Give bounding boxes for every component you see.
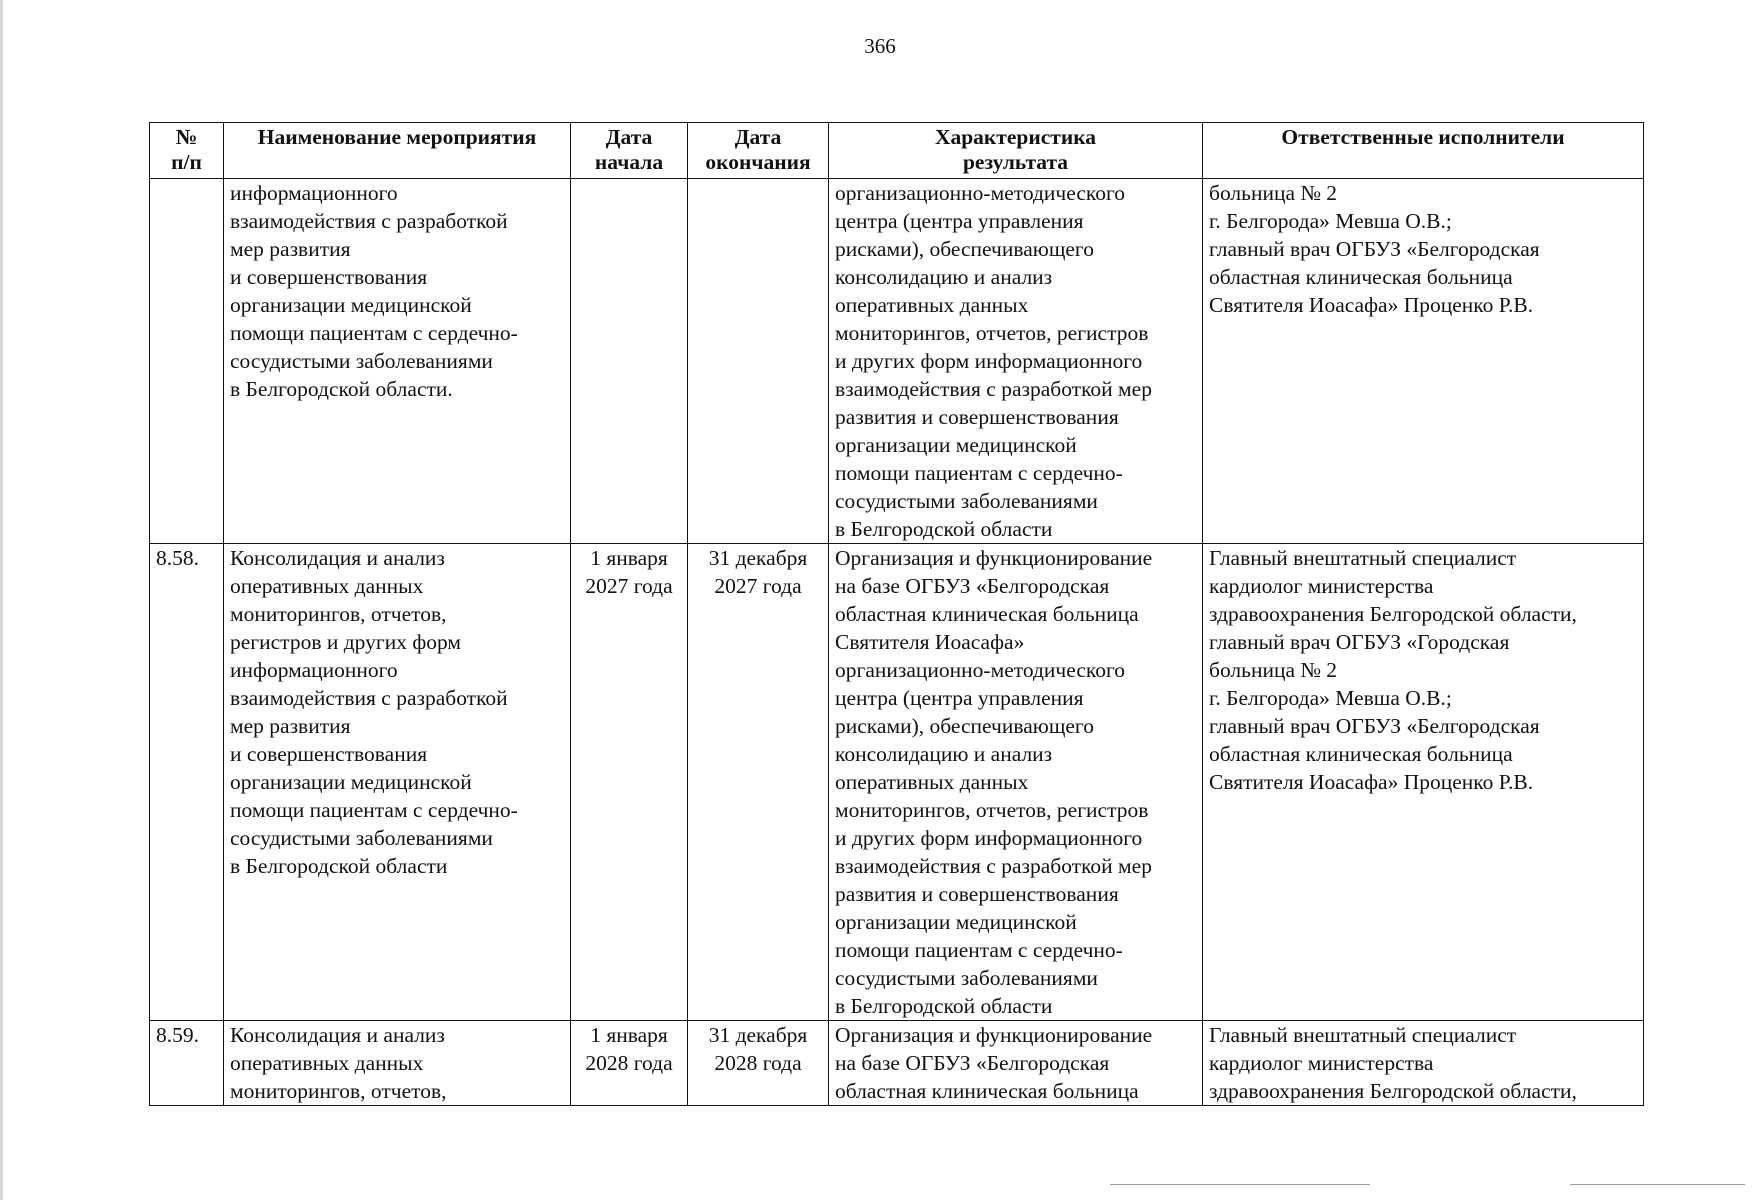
cell-line: помощи пациентам с сердечно- xyxy=(230,321,518,345)
cell-line: и других форм информационного xyxy=(835,826,1143,850)
cell-line: областная клиническая больница xyxy=(1209,265,1513,289)
cell-line: сосудистыми заболеваниями xyxy=(230,826,493,850)
page-number: 366 xyxy=(864,34,896,58)
cell-line: больница № 2 xyxy=(1209,658,1338,682)
cell-result xyxy=(829,544,1203,1021)
cell-result xyxy=(829,179,1203,544)
cell-line: 2028 года xyxy=(714,1051,802,1075)
cell-line: организации медицинской xyxy=(835,433,1077,457)
table-header-row xyxy=(150,123,1644,179)
cell-line: 2027 года xyxy=(585,574,673,598)
cell-line: развития и совершенствования xyxy=(835,405,1119,429)
cell-line: Консолидация и анализ xyxy=(230,546,445,570)
cell-line: г. Белгорода» Мевша О.В.; xyxy=(1209,686,1452,710)
cell-line: консолидацию и анализ xyxy=(835,265,1053,289)
cell-line: и совершенствования xyxy=(230,265,428,289)
cell-num: 8.59. xyxy=(150,1021,224,1106)
table-row xyxy=(150,179,1644,544)
cell-result xyxy=(829,1021,1203,1106)
cell-end-date xyxy=(688,544,829,1021)
cell-line: мер развития xyxy=(230,237,351,261)
cell-line: Организация и функционирование xyxy=(835,546,1153,570)
cell-line: информационного xyxy=(230,181,398,205)
cell-line: 2028 года xyxy=(585,1051,673,1075)
cell-line: оперативных данных xyxy=(230,574,424,598)
cell-line: Святителя Иоасафа» Проценко Р.В. xyxy=(1209,770,1534,794)
cell-line: Главный внештатный специалист xyxy=(1209,1023,1517,1047)
cell-line: в Белгородской области xyxy=(835,994,1053,1018)
cell-line: сосудистыми заболеваниями xyxy=(230,349,493,373)
header-start-date: Дата начала xyxy=(571,123,688,179)
cell-line: информационного xyxy=(230,658,398,682)
scan-artifact-line xyxy=(1110,1184,1370,1185)
cell-line: 1 января xyxy=(590,546,668,570)
cell-responsible xyxy=(1203,544,1644,1021)
cell-line: мониторингов, отчетов, регистров xyxy=(835,321,1149,345)
cell-line: главный врач ОГБУЗ «Городская xyxy=(1209,630,1510,654)
cell-line: помощи пациентам с сердечно- xyxy=(835,461,1123,485)
table-row xyxy=(150,544,1644,1021)
cell-line: в Белгородской области xyxy=(835,517,1053,541)
cell-line: организации медицинской xyxy=(230,770,472,794)
cell-line: помощи пациентам с сердечно- xyxy=(230,798,518,822)
cell-line: взаимодействия с разработкой мер xyxy=(835,377,1152,401)
cell-start-date xyxy=(571,1021,688,1106)
cell-line: здравоохранения Белгородской области, xyxy=(1209,1079,1577,1103)
cell-line: на базе ОГБУЗ «Белгородская xyxy=(835,1051,1110,1075)
cell-line: оперативных данных xyxy=(835,770,1029,794)
cell-end-date xyxy=(688,179,829,544)
cell-line: регистров и других форм xyxy=(230,630,462,654)
cell-line: мониторингов, отчетов, xyxy=(230,602,447,626)
cell-line: областная клиническая больница xyxy=(835,602,1139,626)
cell-line: главный врач ОГБУЗ «Белгородская xyxy=(1209,714,1540,738)
cell-responsible xyxy=(1203,179,1644,544)
cell-name xyxy=(224,544,571,1021)
cell-line: организационно-методического xyxy=(835,181,1125,205)
cell-line: областная клиническая больница xyxy=(835,1079,1139,1103)
cell-line: центра (центра управления xyxy=(835,686,1084,710)
cell-line: в Белгородской области xyxy=(230,854,448,878)
cell-name xyxy=(224,1021,571,1106)
cell-line: организации медицинской xyxy=(230,293,472,317)
cell-line: сосудистыми заболеваниями xyxy=(835,489,1098,513)
cell-line: 31 декабря xyxy=(708,546,808,570)
cell-line: кардиолог министерства xyxy=(1209,574,1434,598)
cell-line: на базе ОГБУЗ «Белгородская xyxy=(835,574,1110,598)
cell-line: мер развития xyxy=(230,714,351,738)
cell-line: оперативных данных xyxy=(230,1051,424,1075)
cell-line: центра (центра управления xyxy=(835,209,1084,233)
cell-line: помощи пациентам с сердечно- xyxy=(835,938,1123,962)
cell-num xyxy=(150,179,224,544)
header-result: Характеристика результата xyxy=(829,123,1203,179)
header-responsible: Ответственные исполнители xyxy=(1203,123,1644,179)
cell-line: Святителя Иоасафа» Проценко Р.В. xyxy=(1209,293,1534,317)
cell-line: организационно-методического xyxy=(835,658,1125,682)
cell-line: Главный внештатный специалист xyxy=(1209,546,1517,570)
table-row xyxy=(150,1021,1644,1106)
cell-end-date xyxy=(688,1021,829,1106)
cell-line: взаимодействия с разработкой xyxy=(230,209,508,233)
cell-line: и совершенствования xyxy=(230,742,428,766)
scan-artifact-line xyxy=(1570,1184,1745,1185)
cell-line: 1 января xyxy=(590,1023,668,1047)
cell-line: кардиолог министерства xyxy=(1209,1051,1434,1075)
cell-line: и других форм информационного xyxy=(835,349,1143,373)
cell-line: мониторингов, отчетов, регистров xyxy=(835,798,1149,822)
cell-name xyxy=(224,179,571,544)
cell-line: г. Белгорода» Мевша О.В.; xyxy=(1209,209,1452,233)
header-name: Наименование мероприятия xyxy=(224,123,571,179)
cell-line: взаимодействия с разработкой мер xyxy=(835,854,1152,878)
cell-line: в Белгородской области. xyxy=(230,377,453,401)
cell-line: Консолидация и анализ xyxy=(230,1023,445,1047)
cell-line: сосудистыми заболеваниями xyxy=(835,966,1098,990)
cell-line: консолидацию и анализ xyxy=(835,742,1053,766)
header-num: № п/п xyxy=(150,123,224,179)
cell-start-date xyxy=(571,179,688,544)
cell-line: взаимодействия с разработкой xyxy=(230,686,508,710)
cell-responsible xyxy=(1203,1021,1644,1106)
cell-line: Организация и функционирование xyxy=(835,1023,1153,1047)
cell-line: рисками), обеспечивающего xyxy=(835,237,1094,261)
cell-line: организации медицинской xyxy=(835,910,1077,934)
cell-line: здравоохранения Белгородской области, xyxy=(1209,602,1577,626)
scan-left-edge xyxy=(0,0,3,1200)
cell-num: 8.58. xyxy=(150,544,224,1021)
cell-line: больница № 2 xyxy=(1209,181,1338,205)
cell-start-date xyxy=(571,544,688,1021)
cell-line: 2027 года xyxy=(714,574,802,598)
cell-line: главный врач ОГБУЗ «Белгородская xyxy=(1209,237,1540,261)
events-table xyxy=(149,122,1644,1106)
cell-line: мониторингов, отчетов, xyxy=(230,1079,447,1103)
cell-line: оперативных данных xyxy=(835,293,1029,317)
cell-line: областная клиническая больница xyxy=(1209,742,1513,766)
cell-line: рисками), обеспечивающего xyxy=(835,714,1094,738)
cell-line: 31 декабря xyxy=(708,1023,808,1047)
header-end-date: Дата окончания xyxy=(688,123,829,179)
cell-line: Святителя Иоасафа» xyxy=(835,630,1025,654)
cell-line: развития и совершенствования xyxy=(835,882,1119,906)
